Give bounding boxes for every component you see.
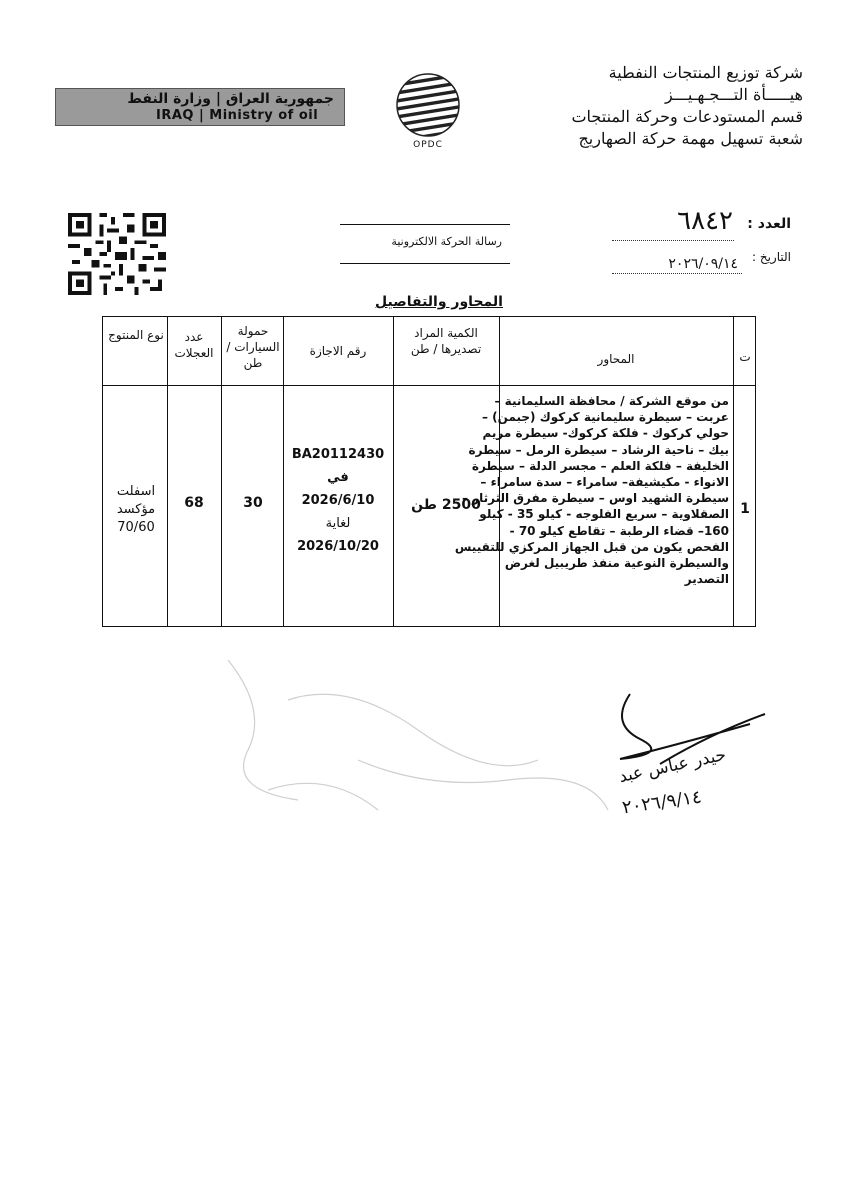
column-divider (167, 317, 168, 626)
column-divider (221, 317, 222, 626)
company-line-2: هيـــــأة التـــجـهـيـــز (664, 85, 803, 104)
axes-line: حولي كركوك - فلكة كركوك- سيطرة مريم (482, 426, 729, 441)
subject-text: رسالة الحركة الالكترونية (391, 235, 502, 248)
product-name: اسفلت مؤكسد (116, 484, 156, 517)
axes-line: الخليفة – فلكة العلم – مجسر الدلة – سيطرة (471, 458, 729, 473)
axes-line: التصدير (684, 572, 729, 587)
row-load: 30 (243, 495, 263, 511)
row-product (107, 483, 165, 537)
row-quantity: 2500 طن (411, 497, 481, 513)
company-line-1: شركة توزيع المنتجات النفطية (608, 63, 803, 82)
license-date: 2026/6/10 (301, 493, 375, 508)
axes-line: سيطرة الشهيد اوس – سيطرة مفرق الثرثار – (462, 491, 729, 506)
qr-code-icon (68, 213, 166, 295)
header-divider (103, 385, 755, 386)
axes-line: 160– قضاء الرطبة – تقاطع كيلو 70 - (509, 523, 729, 538)
opdc-globe-icon (395, 72, 461, 138)
subject-box (340, 224, 510, 264)
license-end: 2026/10/20 (297, 539, 379, 554)
company-line-3: قسم المستودعات وحركة المنتجات (571, 107, 803, 126)
axes-line: الفحص يكون من قبل الجهاز المركزي للتقييس (454, 539, 729, 554)
header-product: نوع المنتوج (108, 328, 164, 342)
license-number: BA20112430 (291, 447, 385, 462)
table-title: المحاور والتفاصيل (375, 294, 503, 310)
number-underline (612, 240, 734, 241)
header-quantity: الكمية المراد تصديرها / طن (410, 326, 482, 356)
axes-line: عربت – سيطرة سليمانية كركوك (جبمن) – (481, 410, 729, 425)
license-in: في (327, 470, 349, 485)
header-wheels: عدد العجلات (174, 330, 214, 360)
row-axes (454, 393, 729, 587)
header-load: حمولة السيارات / طن (226, 324, 280, 370)
column-divider (393, 317, 394, 626)
ministry-banner (55, 88, 345, 126)
company-header (553, 62, 803, 150)
ministry-english: IRAQ | Ministry of oil (156, 108, 319, 123)
axes-line: بيك – ناحية الرشاد – سيطرة الرمل – سيطرة (468, 442, 729, 457)
date-value: ٢٠٢٦/٠٩/١٤ (668, 256, 738, 272)
header-license: رقم الاجازة (309, 344, 367, 358)
date-label: التاريخ : (751, 250, 791, 264)
header-seq: ت (739, 350, 751, 364)
license-until: لغاية (325, 516, 351, 531)
company-line-4: شعبة تسهيل مهمة حركة الصهاريج (578, 129, 803, 148)
axes-line: والسيطرة النوعية منفذ طريبيل لغرض (504, 556, 729, 571)
number-value: ٦٨٤٢ (677, 206, 733, 236)
ministry-arabic: جمهورية العراق | وزارة النفط (127, 91, 334, 107)
details-table (102, 316, 756, 627)
signature-name: حيدر عباس عبد (617, 744, 728, 788)
axes-line: الصقلاوية – سريع الفلوجه - كيلو 35 - كيلو (479, 507, 729, 522)
faint-stamp (208, 640, 628, 840)
opdc-logo (388, 72, 468, 162)
signature-date: ٢٠٢٦/٩/١٤ (620, 786, 703, 819)
row-wheels: 68 (184, 495, 204, 511)
logo-caption: OPDC (413, 140, 443, 150)
date-underline (612, 273, 742, 274)
number-label: العدد : (747, 216, 791, 232)
product-grade: 70/60 (117, 520, 155, 535)
axes-line: من موقع الشركة / محافظة السليمانية – (494, 394, 729, 408)
row-seq: 1 (740, 501, 750, 517)
row-license (284, 443, 392, 558)
header-axes: المحاور (597, 352, 635, 366)
axes-line: الانواء - مكيشيفة– سامراء – سدة سامراء – (480, 475, 729, 490)
